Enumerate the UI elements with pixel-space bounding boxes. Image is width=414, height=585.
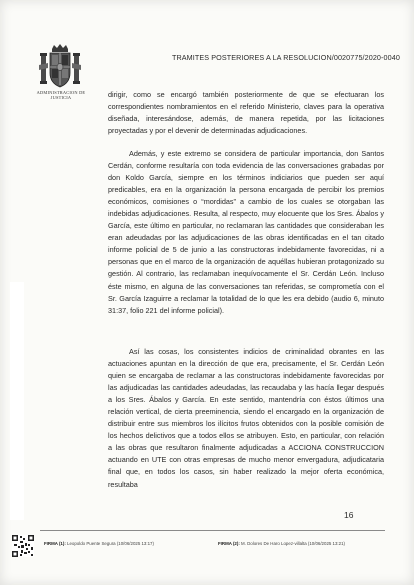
signature-1-text: Leopoldo Puente Segura (10/06/2025 13:17) (67, 541, 154, 546)
signature-2-label: FIRMA (2): (218, 541, 240, 546)
signature-2-text: M. Dolores De Haro Lopez-villalta (10/06/2025 13:21) (241, 541, 345, 546)
paragraph-3: Así las cosas, los consistentes indicios de criminalidad obrantes en las actuaciones apuntan en la dirección de que era, precisamente, el Sr. Cerdán León quien se encargaba de reclamar a las constructoras indebidamente favorecidas por las adjudicadas las cantidades adeudadas, las recaudaba y las hacía llegar después a los Sres. Ábalos y García. En este sentido, mantendría con éstos últimos una relación vertical, de cierta preeminencia, siendo el encargado en la organización de distribuir entre sus miembros los ilícitos frutos obtenidos con la posible comisión de los hechos delictivos que a todos ellos se atribuyen. Esto, en particular, con relación a las obras que resultaron finalmente adjudicadas a ACCIONA CONSTRUCCION actuando en UTE con otras empresas de mucho menor envergadura, adjudicataria final que, en todos los casos, sin haber realizado la mejor oferta económica, resultaba (108, 347, 384, 489)
paragraph-2: Además, y este extremo se considera de particular importancia, don Santos Cerdán, conforme resultaría con toda evidencia de las conversaciones grabadas por don Koldo García, siempre en los términos indiciarios que pueden ser aquí predicables, era en la organización la persona encargada de percibir los premios económicos, comisiones o “mordidas” a cambio de los cuales se otorgaban las indebidas adjudicaciones. Resulta, al respecto, muy elocuente que los Sres. Ábalos y García, este último en particular, no reclamaran las cantidades que consideraban les eran adeudadas por las adjudicaciones de las obras identificadas en el tan citado informe policial de 5 de junio a las constructoras indebidamente favorecidas, ni a personas que en el marco de la organización de aquéllas hubieran protagonizado su gestión. Al contrario, las reclamaban inequívocamente el Sr. Cerdán León. Incluso éste mismo, en alguna de las conversaciones tan referidas, se comprometía con el Sr. García Izaguirre a reclamar la totalidad de lo que les era debido (audio 6, minuto 31:37, folio 221 del informe policial). (108, 149, 384, 315)
signature-2 (218, 541, 345, 546)
footer-divider (40, 530, 385, 531)
signature-1 (44, 541, 154, 546)
signature-1-label: FIRMA (1): (44, 541, 66, 546)
redaction-strip (10, 282, 24, 520)
paragraph-1: dirigir, como se encargó también posteriormente de que se efectuaran los correspondientes nombramientos en el referido Ministerio, claves para la operativa diseñada, interesándose, además, de manera repetida, por las licitaciones proyectadas y por el devenir de determinadas adjudicaciones. (108, 90, 384, 136)
page-number: 16 (344, 510, 354, 520)
qr-code-icon (12, 535, 34, 557)
crest-caption: ADMINISTRACION DE JUSTICIA (36, 90, 86, 100)
coat-of-arms-icon (38, 43, 82, 91)
document-reference: TRAMITES POSTERIORES A LA RESOLUCION/0020775/2020-0040 (172, 53, 400, 62)
